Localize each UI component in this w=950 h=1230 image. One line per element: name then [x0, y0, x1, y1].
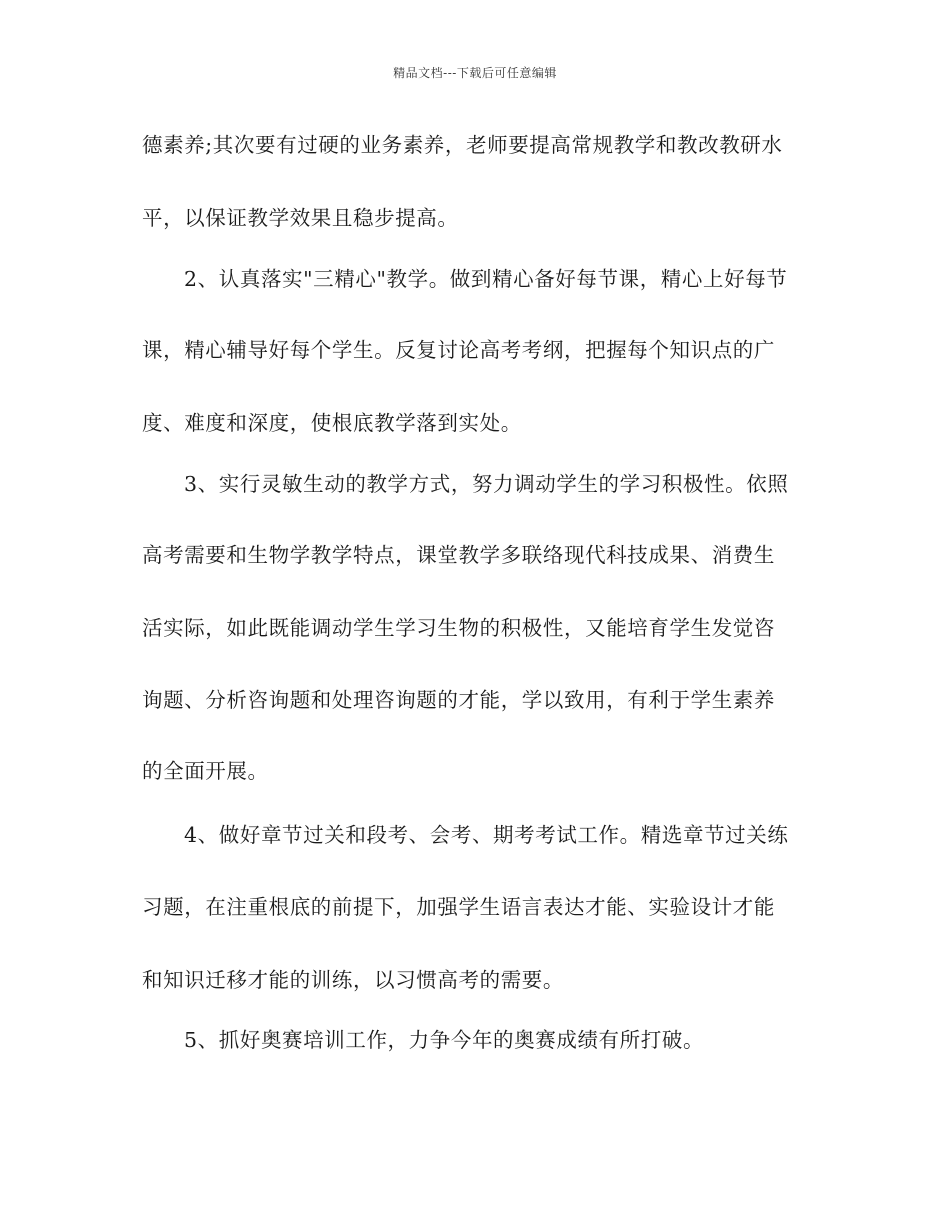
text-line: 德素养;其次要有过硬的业务素养，老师要提高常规教学和教改教研水	[142, 133, 783, 157]
text-line: 平，以保证教学效果且稳步提高。	[142, 206, 459, 230]
text-line: 度、难度和深度，使根底教学落到实处。	[142, 411, 522, 435]
text-line: 高考需要和生物学教学特点，课堂教学多联络现代科技成果、消费生	[142, 543, 775, 567]
text-line: 的全面开展。	[142, 759, 269, 783]
paragraph-4-start: 4、做好章节过关和段考、会考、期考考试工作。精选章节过关练	[184, 823, 789, 847]
page-header: 精品文档---下载后可任意编辑	[393, 66, 557, 80]
text-line: 课，精心辅导好每个学生。反复讨论高考考纲，把握每个知识点的广	[142, 338, 775, 362]
text-line: 和知识迁移才能的训练，以习惯高考的需要。	[142, 968, 564, 992]
text-line: 活实际，如此既能调动学生学习生物的积极性，又能培育学生发觉咨	[142, 616, 775, 640]
text-line: 询题、分析咨询题和处理咨询题的才能，学以致用，有利于学生素养	[142, 688, 775, 712]
paragraph-2-start: 2、认真落实"三精心"教学。做到精心备好每节课，精心上好每节	[184, 267, 788, 291]
paragraph-3-start: 3、实行灵敏生动的教学方式，努力调动学生的学习积极性。依照	[184, 472, 789, 496]
paragraph-5-start: 5、抓好奥赛培训工作，力争今年的奥赛成绩有所打破。	[184, 1028, 705, 1052]
text-line: 习题，在注重根底的前提下，加强学生语言表达才能、实验设计才能	[142, 895, 775, 919]
